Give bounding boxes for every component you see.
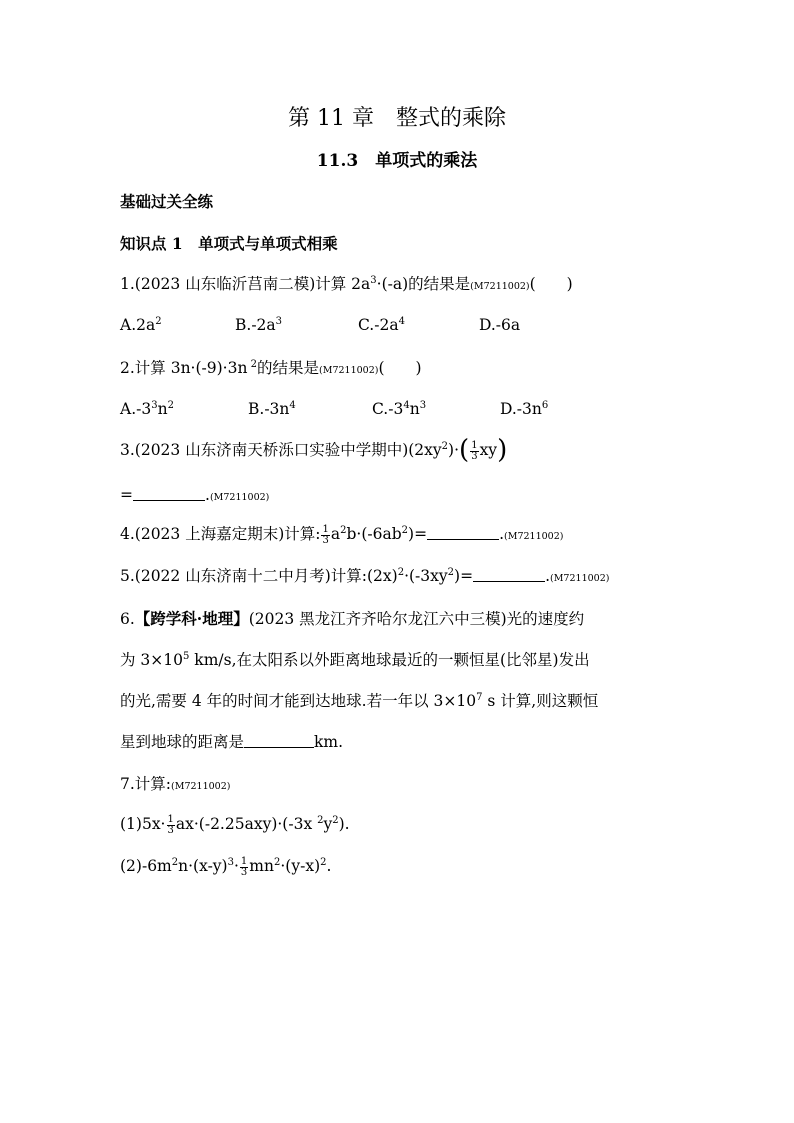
q2-answer-paren: ( ) — [378, 359, 422, 377]
q3-mid: )· — [448, 441, 460, 459]
q5-code: (M7211002) — [550, 573, 610, 584]
page-title: 第 11 章 整式的乘除 — [288, 106, 506, 131]
q5-answer-blank[interactable] — [473, 567, 545, 582]
q4-prefix: 4.(2023 上海嘉定期末)计算: — [120, 525, 321, 543]
q4-answer-blank[interactable] — [427, 525, 499, 540]
q2-prefix: 2.计算 3n·(-9)·3n — [120, 359, 248, 377]
q1-option-c: $C.-2a^4$ — [358, 315, 405, 334]
q6-answer-blank[interactable] — [244, 733, 314, 748]
question-7: 7.计算:(M7211002) — [120, 775, 231, 793]
knowledge-point-heading: 知识点 1 单项式与单项式相乘 — [120, 234, 338, 253]
q3-fraction: $\frac{1}{3}$ — [471, 439, 478, 462]
q2-option-b: $B.-3n^4$ — [248, 399, 296, 418]
question-4: 4.(2023 上海嘉定期末)计算: $\frac{1}{3}$ $a^2b\cdot(-6ab^2)= .(M7211002)$ — [120, 523, 564, 546]
q3-after: xy — [479, 441, 498, 459]
q7-p2-fraction: $\frac{1}{3}$ — [240, 855, 248, 878]
q6-line-4: 星到地球的距离是 km. — [120, 733, 344, 751]
q5-prefix: 5.(2022 山东济南十二中月考)计算:(2x) — [120, 567, 398, 585]
q4-code: (M7211002) — [504, 531, 564, 542]
q3-prefix: 3.(2023 山东济南天桥泺口实验中学期中)(2xy — [120, 441, 442, 459]
q6-line-3: 的光,需要 4 年的时间才能到达地球.若一年以 $3\times 10^7$ s 计算,则这颗恒 — [120, 691, 599, 710]
section-subtitle: 11.3 单项式的乘法 — [316, 151, 478, 171]
q7-p1-fraction: $\frac{1}{3}$ — [167, 813, 174, 836]
q2-option-c: $C.-3^4n^3$ — [372, 399, 427, 418]
question-3: 3.(2023 山东济南天桥泺口实验中学期中)$(2xy^2)\cdot$( $\frac{1}{3}$ xy) — [120, 435, 508, 465]
q3-answer-blank[interactable] — [133, 486, 205, 501]
q3-answer-line: = .(M7211002) — [120, 486, 270, 504]
question-2: 2.计算 3n·(-9)·3n $^2$的结果是(M7211002)( ) — [120, 358, 422, 377]
q1-mid: ·(-a)的结果是 — [376, 275, 471, 293]
q1-option-a: $A.2a^2$ — [120, 315, 162, 334]
question-5: 5.(2022 山东济南十二中月考)计算$:(2x)^2\cdot(-3xy^2)= .(M7211002)$ — [120, 566, 610, 585]
q7-part-2: $(2)-6m^2n\cdot(x-y)^3\cdot$ $\frac{1}{3}$ $mn^2\cdot(y-x)^2$. — [120, 855, 332, 878]
q7-part-1: (1)5x· $\frac{1}{3}$ ax·(-2.25axy)·(-3x $^2y^2$). — [120, 813, 350, 836]
question-6 — [120, 604, 598, 757]
q7-code: (M7211002) — [171, 781, 231, 792]
q1-prefix: 1.(2023 山东临沂莒南二模)计算 2a — [120, 275, 371, 293]
q2-option-a: $A.-3^3n^2$ — [120, 399, 174, 418]
q6-tag: 【跨学科·地理】 — [134, 609, 249, 628]
q1-code: (M7211002) — [470, 281, 530, 292]
q1-option-b: $B.-2a^3$ — [235, 315, 283, 334]
q6-line-2: 为 $3\times 10^5$ km/s,在太阳系以外距离地球最近的一颗恒星(比邻星)发出 — [120, 650, 590, 669]
q1-answer-paren: ( ) — [529, 275, 573, 293]
q4-fraction: $\frac{1}{3}$ — [322, 523, 329, 546]
q2-code: (M7211002) — [319, 365, 379, 376]
section-heading: 基础过关全练 — [120, 192, 214, 211]
q2-option-d: $D.-3n^6$ — [500, 399, 549, 418]
question-1: 1.(2023 山东临沂莒南二模)计算 $2a^3\cdot(-a)$的结果是(M7211002)( ) — [120, 274, 573, 293]
q3-code: (M7211002) — [209, 492, 270, 503]
q6-line-1: 6.【跨学科·地理】(2023 黑龙江齐齐哈尔龙江六中三模)光的速度约 — [120, 609, 585, 628]
q2-mid: 的结果是 — [257, 359, 320, 377]
q1-option-d: D.-6a — [479, 316, 521, 334]
